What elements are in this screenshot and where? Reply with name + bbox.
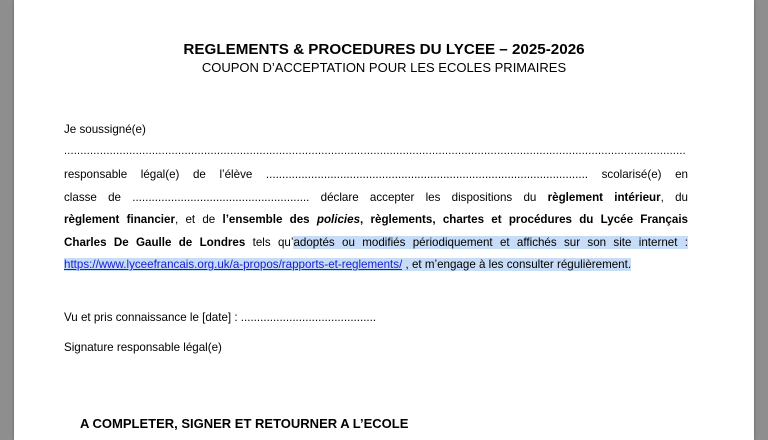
date-line: Vu et pris connaissance le [date] : ..........................................	[64, 311, 377, 324]
student-fill-dots: ....................................................................................................	[252, 168, 602, 181]
paragraph-line-guardian	[64, 164, 688, 187]
document-title: REGLEMENTS & PROCEDURES DU LYCEE – 2025-2026	[183, 41, 585, 58]
name-fill-line: ...............................................................................................................................................................................................	[64, 145, 686, 157]
class-fill-dots: .......................................................	[121, 190, 310, 204]
guardian-label: responsable légal(e) de l’élève	[64, 168, 253, 181]
and-of-text: , et de	[174, 213, 223, 226]
paragraph-line-school	[64, 232, 688, 255]
highlighted-consult-text: , et m’engage à les consulter régulièrement.	[402, 258, 632, 271]
signature-line: Signature responsable légal(e)	[64, 341, 222, 354]
class-label: classe de	[64, 190, 121, 204]
financial-rules-text: règlement financier	[64, 213, 175, 226]
document-subtitle: COUPON D’ACCEPTATION POUR LES ECOLES PRIMAIRES	[201, 60, 567, 75]
intro-text: Je soussigné(e)	[64, 123, 146, 136]
document-page	[14, 0, 754, 440]
paragraph-line-link	[64, 254, 688, 277]
such-as-text: tels qu’	[245, 235, 294, 249]
rules-link[interactable]: https://www.lyceefrancais.org.uk/a-propos/rapports-et-reglements/	[64, 258, 403, 271]
acceptance-paragraph	[64, 164, 688, 277]
paragraph-line-class	[64, 187, 688, 210]
declare-text: déclare accepter les dispositions du	[309, 190, 548, 204]
enrolled-label: scolarisé(e) en	[601, 168, 688, 181]
rules-procedures-text: , règlements, chartes et procédures du Lycée Français	[360, 213, 688, 226]
internal-rules-text: règlement intérieur	[547, 190, 661, 204]
comma-du-text: , du	[660, 190, 688, 204]
policies-text: policies	[316, 213, 361, 226]
highlighted-adopted-text: adoptés ou modifiés périodiquement et affichés sur son site internet :	[293, 235, 688, 249]
all-of-text: l’ensemble des	[222, 213, 317, 226]
school-name-text: Charles De Gaulle de Londres	[64, 235, 246, 249]
paragraph-line-financial	[64, 209, 688, 232]
footer-instruction: A COMPLETER, SIGNER ET RETOURNER A L’ECOLE	[80, 416, 409, 431]
